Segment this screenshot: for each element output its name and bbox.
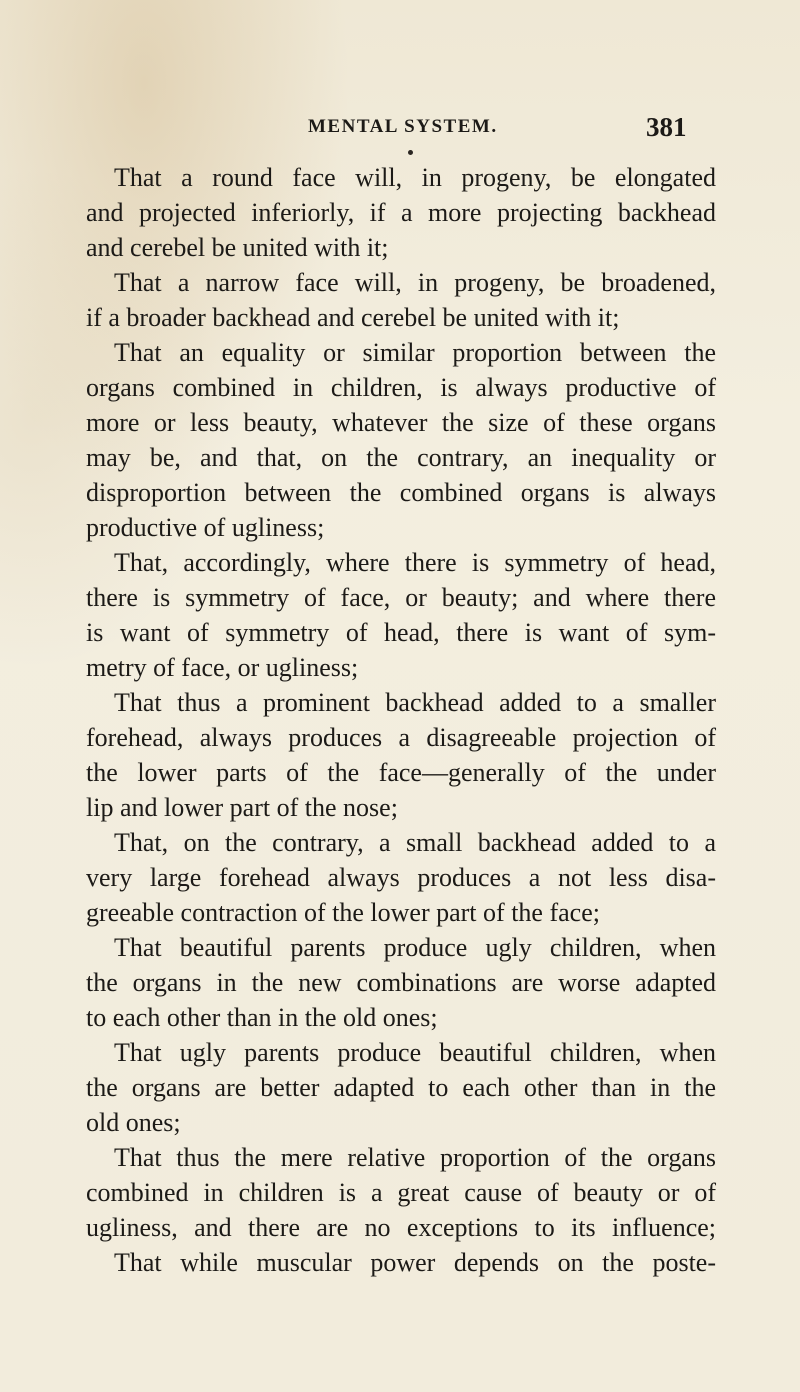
text-line: and cerebel be united with it; xyxy=(86,233,389,262)
text-line: metry of face, or ugliness; xyxy=(86,653,359,682)
text-line: That a narrow face will, in progeny, be broadened, xyxy=(114,268,716,297)
text-line: very large forehead always produces a not less disa- xyxy=(86,863,716,892)
text-line: That a round face will, in progeny, be elongated xyxy=(114,163,716,192)
ink-dot-mark xyxy=(408,150,413,155)
text-line: to each other than in the old ones; xyxy=(86,1003,438,1032)
text-line: there is symmetry of face, or beauty; and where there xyxy=(86,583,716,612)
text-line: more or less beauty, whatever the size of these organs xyxy=(86,408,716,437)
text-line: old ones; xyxy=(86,1108,181,1137)
text-line: greeable contraction of the lower part of the face; xyxy=(86,898,600,927)
page-header xyxy=(0,112,800,142)
text-line: That an equality or similar proportion between the xyxy=(114,338,716,367)
running-title: MENTAL SYSTEM. xyxy=(308,116,498,137)
body-text xyxy=(86,160,716,1280)
text-line: That while muscular power depends on the poste- xyxy=(114,1248,716,1277)
text-line: forehead, always produces a disagreeable projection of xyxy=(86,723,716,752)
page-number: 381 xyxy=(646,112,687,142)
text-line: the organs in the new combinations are worse adapted xyxy=(86,968,716,997)
text-line: is want of symmetry of head, there is want of sym- xyxy=(86,618,716,647)
text-line: and projected inferiorly, if a more projecting backhead xyxy=(86,198,716,227)
text-line: That, accordingly, where there is symmetry of head, xyxy=(114,548,716,577)
text-line: disproportion between the combined organs is always xyxy=(86,478,716,507)
text-line: productive of ugliness; xyxy=(86,513,325,542)
text-line: That thus the mere relative proportion of the organs xyxy=(114,1143,716,1172)
text-line: the organs are better adapted to each other than in the xyxy=(86,1073,716,1102)
text-line: That beautiful parents produce ugly children, when xyxy=(114,933,716,962)
text-line: may be, and that, on the contrary, an inequality or xyxy=(86,443,716,472)
text-line: ugliness, and there are no exceptions to its influence; xyxy=(86,1213,716,1242)
text-line: That, on the contrary, a small backhead added to a xyxy=(114,828,716,857)
text-line: That ugly parents produce beautiful children, when xyxy=(114,1038,716,1067)
text-line: lip and lower part of the nose; xyxy=(86,793,398,822)
text-line: combined in children is a great cause of beauty or of xyxy=(86,1178,716,1207)
text-line: That thus a prominent backhead added to a smaller xyxy=(114,688,716,717)
text-line: the lower parts of the face—generally of the under xyxy=(86,758,716,787)
text-line: if a broader backhead and cerebel be united with it; xyxy=(86,303,620,332)
text-line: organs combined in children, is always productive of xyxy=(86,373,716,402)
